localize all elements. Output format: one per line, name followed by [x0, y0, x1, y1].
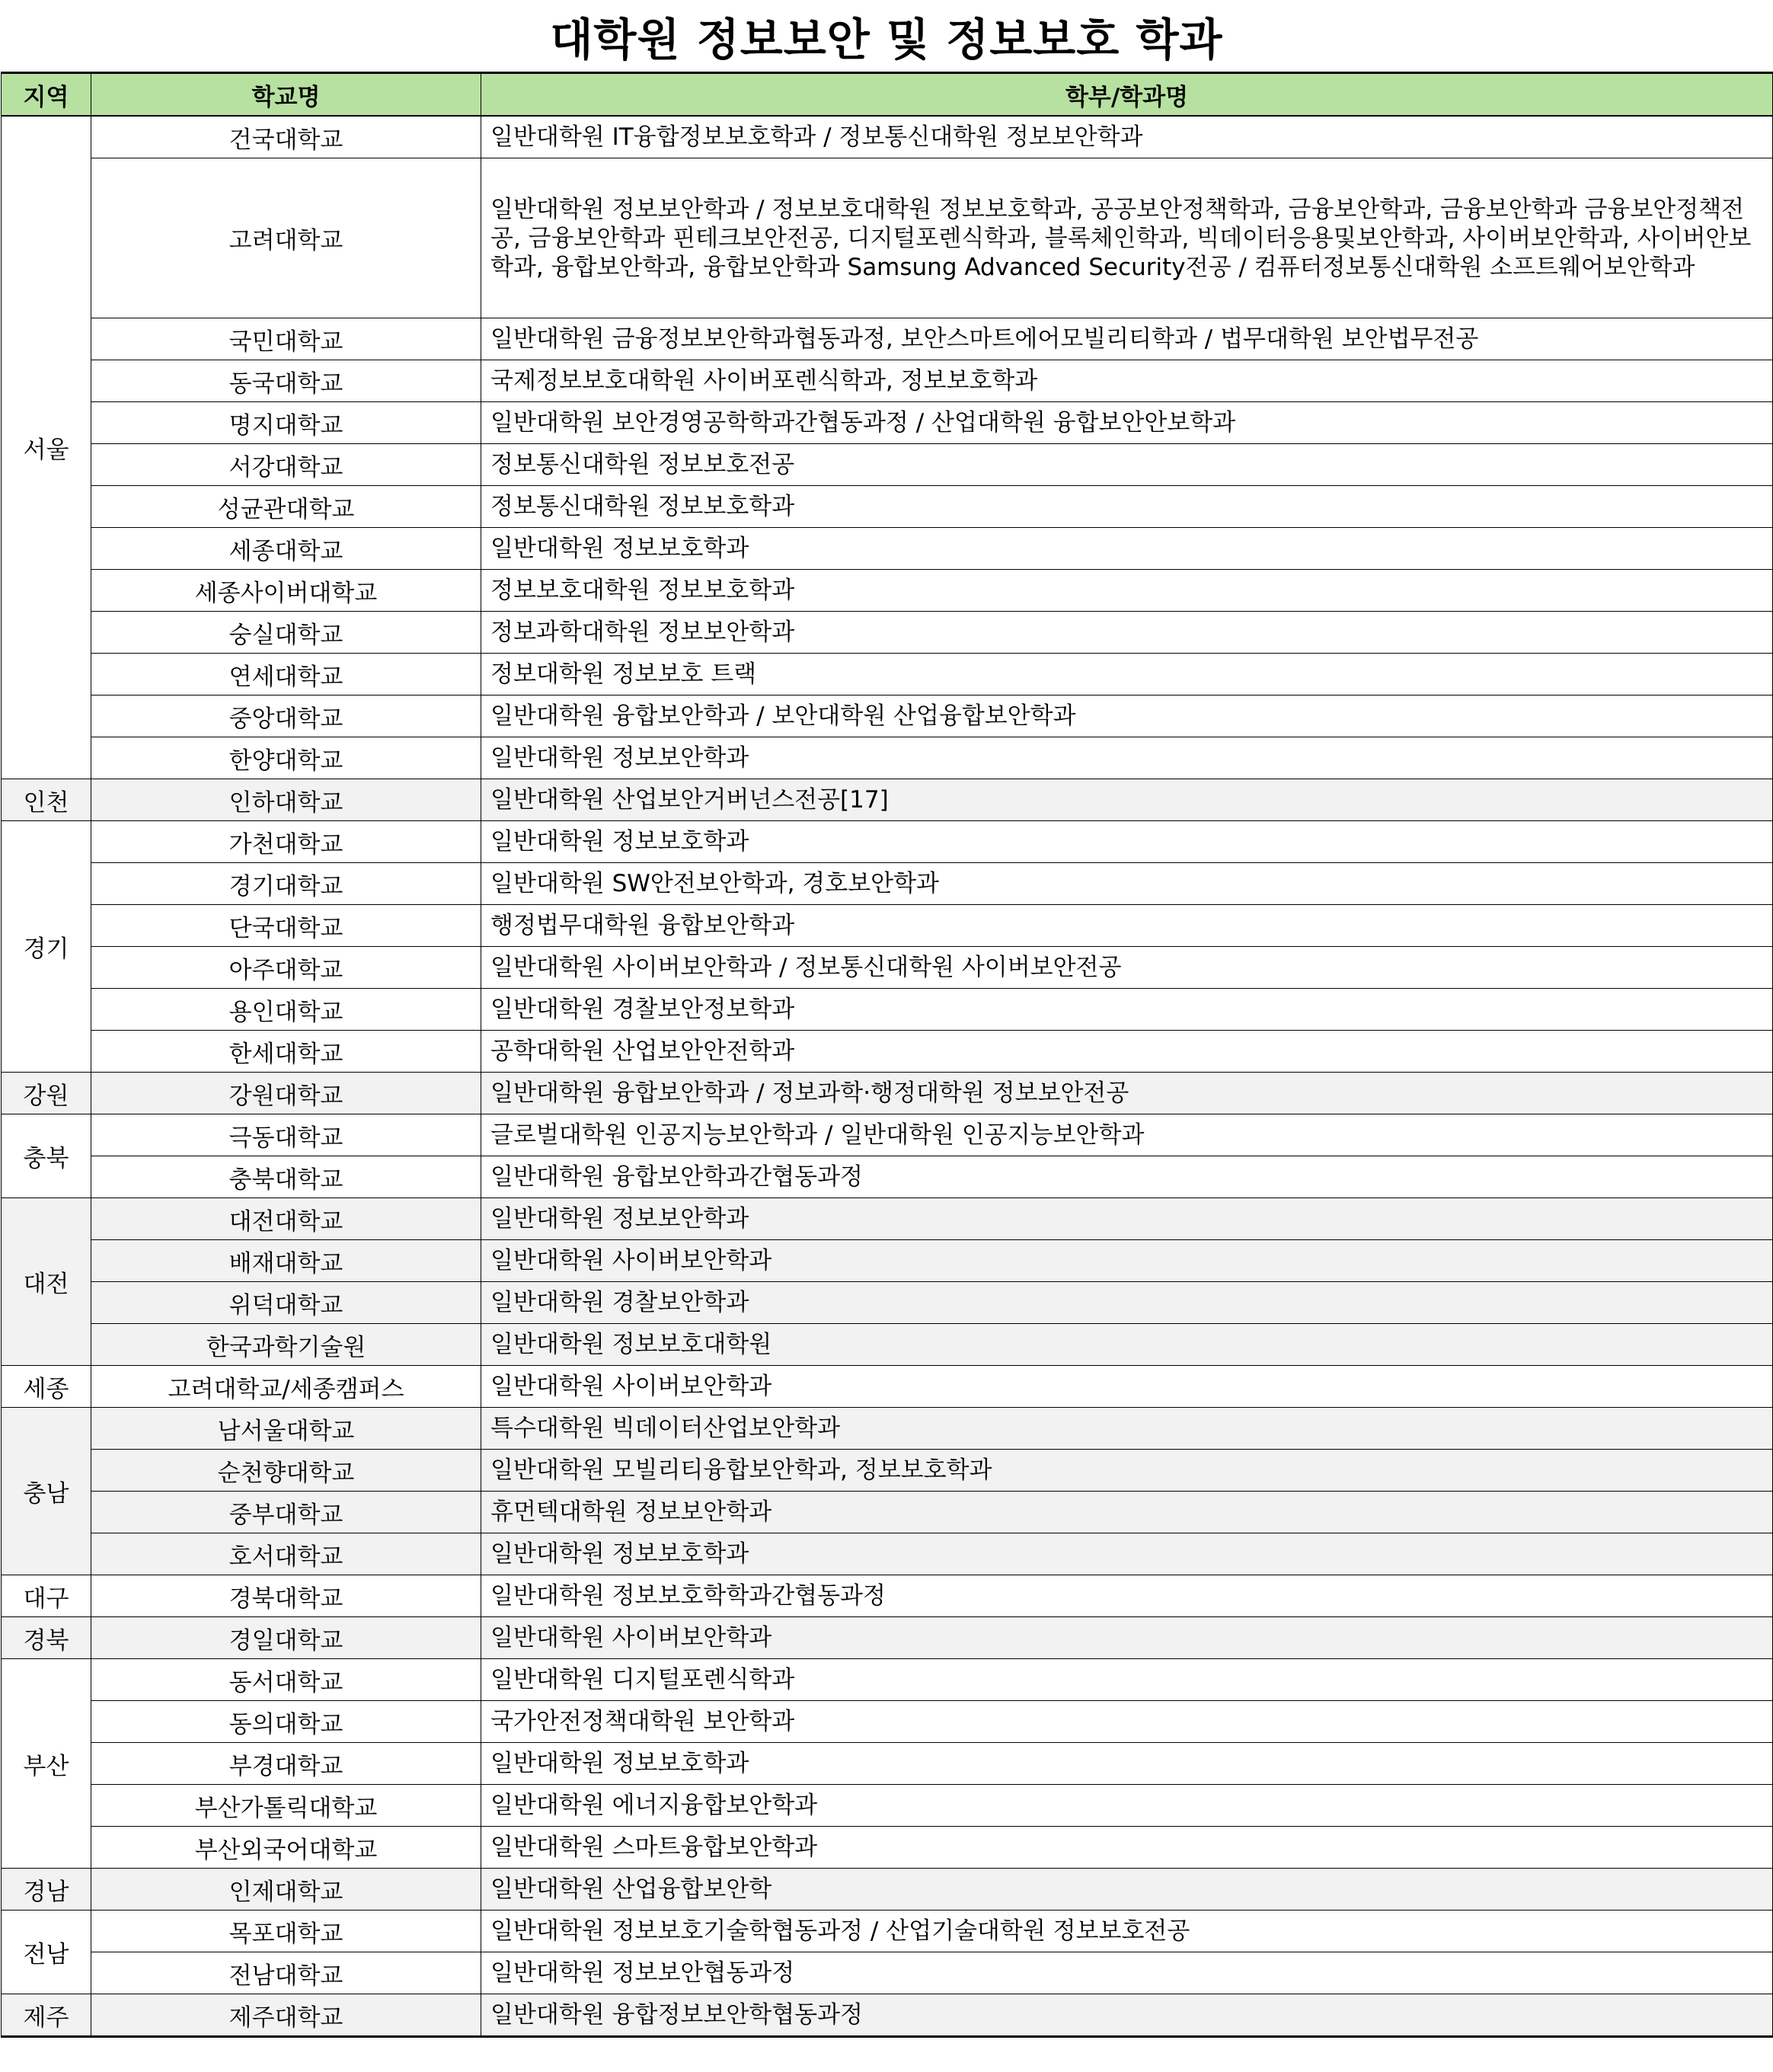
department-cell: 일반대학원 정보보안협동과정 — [481, 1952, 1773, 1994]
table-row — [2, 444, 1773, 486]
table-row — [2, 1408, 1773, 1450]
table-row — [2, 612, 1773, 654]
school-name-cell: 한국과학기술원 — [91, 1324, 481, 1366]
table-row — [2, 1114, 1773, 1156]
school-name-cell: 중부대학교 — [91, 1492, 481, 1533]
table-row — [2, 116, 1773, 158]
table-row — [2, 360, 1773, 402]
table-row — [2, 695, 1773, 737]
region-cell: 충남 — [2, 1408, 91, 1575]
department-cell: 일반대학원 산업융합보안학 — [481, 1869, 1773, 1911]
table-body — [2, 116, 1773, 2037]
table-header-row — [2, 73, 1773, 117]
department-cell: 일반대학원 정보보호학과 — [481, 1533, 1773, 1575]
table-row — [2, 1240, 1773, 1282]
department-cell: 일반대학원 사이버보안학과 — [481, 1240, 1773, 1282]
department-cell: 일반대학원 모빌리티융합보안학과, 정보보호학과 — [481, 1450, 1773, 1492]
department-cell: 국제정보보호대학원 사이버포렌식학과, 정보보호학과 — [481, 360, 1773, 402]
department-cell: 일반대학원 정보보호학과 — [481, 1743, 1773, 1785]
department-cell: 특수대학원 빅데이터산업보안학과 — [481, 1408, 1773, 1450]
school-name-cell: 전남대학교 — [91, 1952, 481, 1994]
header-region: 지역 — [2, 73, 91, 117]
department-cell: 행정법무대학원 융합보안학과 — [481, 905, 1773, 947]
table-row — [2, 1575, 1773, 1617]
table-row — [2, 779, 1773, 821]
table-row — [2, 1911, 1773, 1952]
table-row — [2, 1198, 1773, 1240]
school-name-cell: 고려대학교/세종캠퍼스 — [91, 1366, 481, 1408]
table-row — [2, 863, 1773, 905]
department-cell: 일반대학원 융합보안학과 / 정보과학·행정대학원 정보보안전공 — [481, 1073, 1773, 1114]
table-row — [2, 1827, 1773, 1869]
school-name-cell: 강원대학교 — [91, 1073, 481, 1114]
department-cell: 일반대학원 스마트융합보안학과 — [481, 1827, 1773, 1869]
region-cell: 충북 — [2, 1114, 91, 1198]
region-cell: 강원 — [2, 1073, 91, 1114]
table-row — [2, 1031, 1773, 1073]
department-cell: 일반대학원 융합정보보안학협동과정 — [481, 1994, 1773, 2037]
school-name-cell: 경일대학교 — [91, 1617, 481, 1659]
school-name-cell: 연세대학교 — [91, 654, 481, 695]
school-name-cell: 숭실대학교 — [91, 612, 481, 654]
region-cell: 전남 — [2, 1911, 91, 1994]
department-cell: 일반대학원 IT융합정보보호학과 / 정보통신대학원 정보보안학과 — [481, 116, 1773, 158]
school-name-cell: 제주대학교 — [91, 1994, 481, 2037]
department-cell: 일반대학원 산업보안거버넌스전공[17] — [481, 779, 1773, 821]
region-cell: 대구 — [2, 1575, 91, 1617]
school-name-cell: 한양대학교 — [91, 737, 481, 779]
department-cell: 일반대학원 보안경영공학학과간협동과정 / 산업대학원 융합보안안보학과 — [481, 402, 1773, 444]
table-row — [2, 1366, 1773, 1408]
school-name-cell: 성균관대학교 — [91, 486, 481, 528]
table-row — [2, 1659, 1773, 1701]
region-cell: 서울 — [2, 116, 91, 779]
table-row — [2, 737, 1773, 779]
department-cell: 정보보호대학원 정보보호학과 — [481, 570, 1773, 612]
region-cell: 인천 — [2, 779, 91, 821]
department-cell: 일반대학원 금융정보보안학과협동과정, 보안스마트에어모빌리티학과 / 법무대학원 보안법무전공 — [481, 318, 1773, 360]
school-name-cell: 배재대학교 — [91, 1240, 481, 1282]
region-cell: 대전 — [2, 1198, 91, 1366]
department-cell: 정보통신대학원 정보보호전공 — [481, 444, 1773, 486]
school-name-cell: 국민대학교 — [91, 318, 481, 360]
school-name-cell: 동의대학교 — [91, 1701, 481, 1743]
school-name-cell: 호서대학교 — [91, 1533, 481, 1575]
header-department: 학부/학과명 — [481, 73, 1773, 117]
table-row — [2, 1869, 1773, 1911]
table-row — [2, 486, 1773, 528]
department-cell: 일반대학원 정보보안학과 / 정보보호대학원 정보보호학과, 공공보안정책학과, 금융보안학과, 금융보안학과 금융보안정책전공, 금융보안학과 핀테크보안전공, 디지털포렌식학과, 블록체인학과, 빅데이터응용및보안학과, 사이버보안학과, 사이버안보학과, 융합보안학과, 융합보안학과 Samsung Advanced Security전공 / 컴퓨터정보통신대학원 소프트웨어보안학과 — [481, 158, 1773, 318]
school-name-cell: 세종대학교 — [91, 528, 481, 570]
school-name-cell: 서강대학교 — [91, 444, 481, 486]
table-row — [2, 1156, 1773, 1198]
school-name-cell: 경북대학교 — [91, 1575, 481, 1617]
school-name-cell: 부산가톨릭대학교 — [91, 1785, 481, 1827]
table-row — [2, 989, 1773, 1031]
department-cell: 일반대학원 경찰보안정보학과 — [481, 989, 1773, 1031]
department-cell: 일반대학원 정보보안학과 — [481, 1198, 1773, 1240]
school-name-cell: 단국대학교 — [91, 905, 481, 947]
school-name-cell: 극동대학교 — [91, 1114, 481, 1156]
table-row — [2, 821, 1773, 863]
school-name-cell: 부산외국어대학교 — [91, 1827, 481, 1869]
school-name-cell: 동국대학교 — [91, 360, 481, 402]
region-cell: 세종 — [2, 1366, 91, 1408]
school-name-cell: 동서대학교 — [91, 1659, 481, 1701]
school-name-cell: 명지대학교 — [91, 402, 481, 444]
table-row — [2, 528, 1773, 570]
school-name-cell: 남서울대학교 — [91, 1408, 481, 1450]
school-name-cell: 목포대학교 — [91, 1911, 481, 1952]
table-row — [2, 570, 1773, 612]
department-cell: 일반대학원 사이버보안학과 — [481, 1366, 1773, 1408]
header-school: 학교명 — [91, 73, 481, 117]
table-row — [2, 1492, 1773, 1533]
department-cell: 공학대학원 산업보안안전학과 — [481, 1031, 1773, 1073]
table-row — [2, 1073, 1773, 1114]
table-row — [2, 654, 1773, 695]
table-row — [2, 1324, 1773, 1366]
department-cell: 일반대학원 에너지융합보안학과 — [481, 1785, 1773, 1827]
department-cell: 일반대학원 정보보호학학과간협동과정 — [481, 1575, 1773, 1617]
school-name-cell: 한세대학교 — [91, 1031, 481, 1073]
school-name-cell: 충북대학교 — [91, 1156, 481, 1198]
table-row — [2, 1450, 1773, 1492]
school-name-cell: 건국대학교 — [91, 116, 481, 158]
department-cell: 글로벌대학원 인공지능보안학과 / 일반대학원 인공지능보안학과 — [481, 1114, 1773, 1156]
school-name-cell: 세종사이버대학교 — [91, 570, 481, 612]
department-cell: 휴먼텍대학원 정보보안학과 — [481, 1492, 1773, 1533]
region-cell: 경남 — [2, 1869, 91, 1911]
school-name-cell: 중앙대학교 — [91, 695, 481, 737]
department-cell: 일반대학원 정보보호대학원 — [481, 1324, 1773, 1366]
department-cell: 정보과학대학원 정보보안학과 — [481, 612, 1773, 654]
table-row — [2, 318, 1773, 360]
school-name-cell: 부경대학교 — [91, 1743, 481, 1785]
table-row — [2, 1952, 1773, 1994]
department-cell: 일반대학원 SW안전보안학과, 경호보안학과 — [481, 863, 1773, 905]
department-cell: 정보통신대학원 정보보호학과 — [481, 486, 1773, 528]
department-cell: 국가안전정책대학원 보안학과 — [481, 1701, 1773, 1743]
school-name-cell: 용인대학교 — [91, 989, 481, 1031]
school-name-cell: 고려대학교 — [91, 158, 481, 318]
department-cell: 일반대학원 융합보안학과간협동과정 — [481, 1156, 1773, 1198]
department-cell: 일반대학원 경찰보안학과 — [481, 1282, 1773, 1324]
school-name-cell: 인제대학교 — [91, 1869, 481, 1911]
table-row — [2, 1785, 1773, 1827]
table-row — [2, 905, 1773, 947]
table-row — [2, 1994, 1773, 2037]
table-row — [2, 1617, 1773, 1659]
school-name-cell: 경기대학교 — [91, 863, 481, 905]
school-name-cell: 위덕대학교 — [91, 1282, 481, 1324]
table-row — [2, 1743, 1773, 1785]
department-cell: 일반대학원 정보보안학과 — [481, 737, 1773, 779]
school-name-cell: 아주대학교 — [91, 947, 481, 989]
region-cell: 부산 — [2, 1659, 91, 1869]
school-name-cell: 대전대학교 — [91, 1198, 481, 1240]
department-cell: 일반대학원 디지털포렌식학과 — [481, 1659, 1773, 1701]
school-name-cell: 순천향대학교 — [91, 1450, 481, 1492]
department-cell: 일반대학원 정보보호학과 — [481, 528, 1773, 570]
department-cell: 일반대학원 사이버보안학과 — [481, 1617, 1773, 1659]
table-row — [2, 1282, 1773, 1324]
page-title: 대학원 정보보안 및 정보보호 학과 — [550, 14, 1223, 66]
table-row — [2, 947, 1773, 989]
department-cell: 일반대학원 정보보호학과 — [481, 821, 1773, 863]
table-row — [2, 402, 1773, 444]
department-cell: 일반대학원 사이버보안학과 / 정보통신대학원 사이버보안전공 — [481, 947, 1773, 989]
department-table — [1, 72, 1773, 2038]
region-cell: 경북 — [2, 1617, 91, 1659]
school-name-cell: 가천대학교 — [91, 821, 481, 863]
department-cell: 정보대학원 정보보호 트랙 — [481, 654, 1773, 695]
department-cell: 일반대학원 융합보안학과 / 보안대학원 산업융합보안학과 — [481, 695, 1773, 737]
table-row — [2, 1701, 1773, 1743]
table-row — [2, 1533, 1773, 1575]
department-cell: 일반대학원 정보보호기술학협동과정 / 산업기술대학원 정보보호전공 — [481, 1911, 1773, 1952]
table-row — [2, 158, 1773, 318]
region-cell: 경기 — [2, 821, 91, 1073]
region-cell: 제주 — [2, 1994, 91, 2037]
school-name-cell: 인하대학교 — [91, 779, 481, 821]
